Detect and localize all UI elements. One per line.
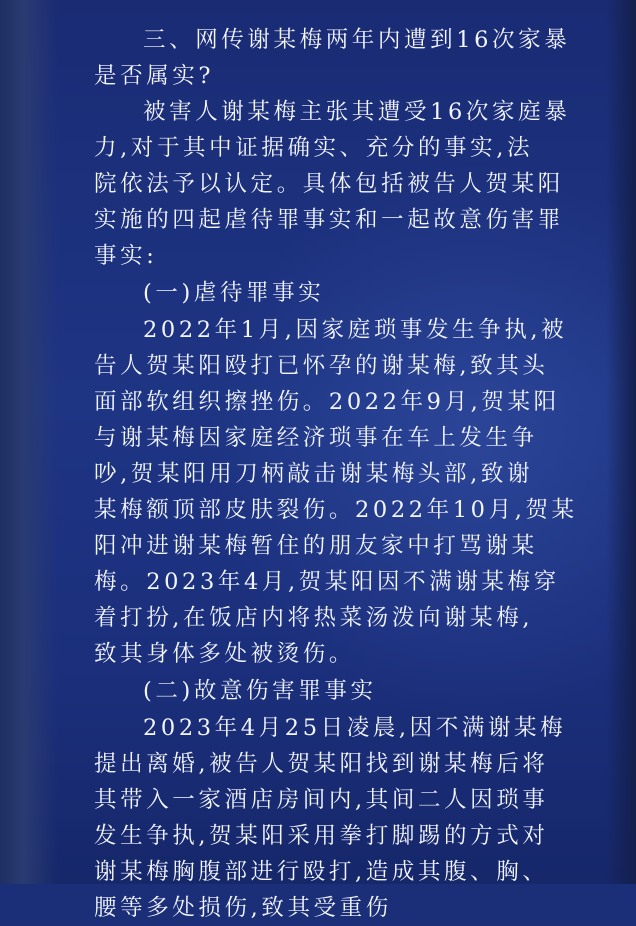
paragraph-line: 院依法予以认定。具体包括被告人贺某阳 [94, 171, 564, 197]
paragraph-line: 被害人谢某梅主张其遭受16次家庭暴 [143, 99, 571, 125]
paragraph-line: 着打扮,在饭店内将热菜汤泼向谢某梅, [94, 605, 534, 631]
paragraph-line: 实施的四起虐待罪事实和一起故意伤害罪 [94, 207, 564, 233]
section-heading-line: 三、网传谢某梅两年内遭到16次家暴 [143, 27, 571, 53]
paragraph-line: 某梅额顶部皮肤裂伤。2022年10月,贺某 [94, 497, 578, 523]
paragraph-line: 2023年4月25日凌晨,因不满谢某梅 [143, 715, 567, 741]
paragraph-line: 致其身体多处被烫伤。 [94, 641, 356, 667]
paragraph-line: 提出离婚,被告人贺某阳找到谢某梅后将 [94, 751, 549, 777]
paragraph-line: 谢某梅胸腹部进行殴打,造成其腹、胸、 [94, 859, 549, 885]
subheading-line: (二)故意伤害罪事实 [143, 678, 377, 704]
paragraph-line: 梅。2023年4月,贺某阳因不满谢某梅穿 [94, 569, 560, 595]
section-heading-line: 是否属实? [94, 63, 215, 89]
paragraph-line: 其带入一家酒店房间内,其间二人因琐事 [94, 787, 549, 813]
paragraph-line: 面部软组织擦挫伤。2022年9月,贺某阳 [94, 389, 560, 415]
paragraph-line: 告人贺某阳殴打已怀孕的谢某梅,致其头 [94, 353, 549, 379]
paragraph-line: 腰等多处损伤,致其受重伤 [94, 895, 392, 921]
paragraph-line: 发生争执,贺某阳采用拳打脚踢的方式对 [94, 823, 549, 849]
paragraph-line: 阳冲进谢某梅暂住的朋友家中打骂谢某 [94, 533, 538, 559]
paragraph-line: 吵,贺某阳用刀柄敲击谢某梅头部,致谢 [94, 461, 534, 487]
paragraph-line: 事实: [94, 243, 158, 269]
paragraph-line: 与谢某梅因家庭经济琐事在车上发生争 [94, 425, 538, 451]
paragraph-line: 力,对于其中证据确实、充分的事实,法 [94, 135, 534, 161]
paragraph-line: 2022年1月,因家庭琐事发生争执,被 [143, 317, 568, 343]
subheading-line: (一)虐待罪事实 [143, 280, 325, 306]
